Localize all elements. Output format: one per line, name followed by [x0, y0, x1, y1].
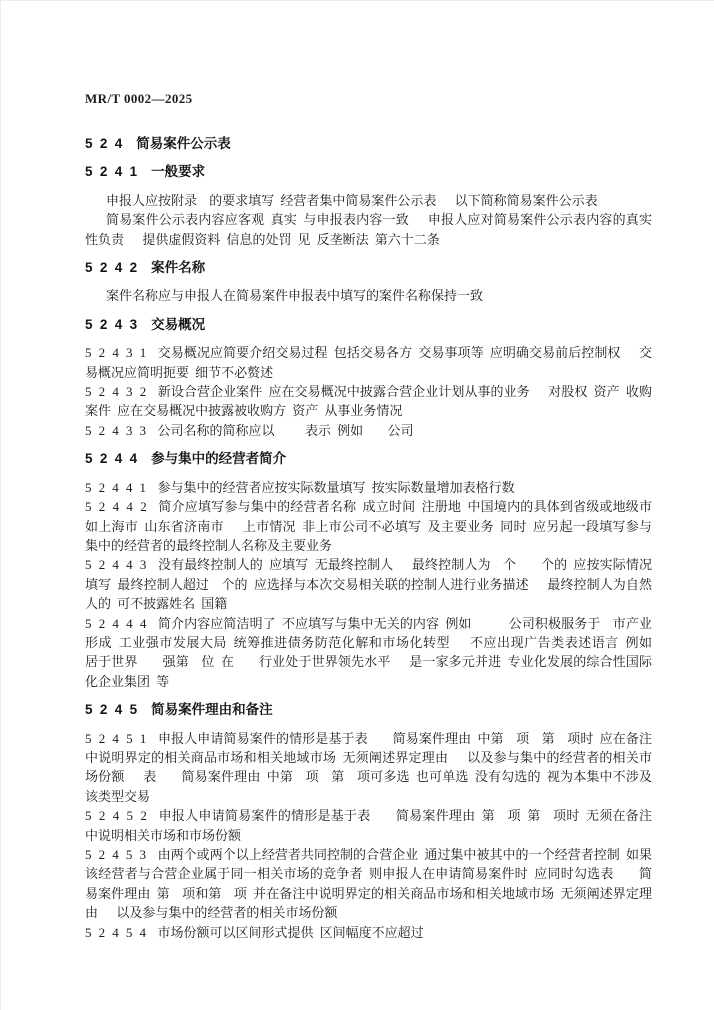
- heading-title: 案件名称: [151, 260, 206, 276]
- paragraph-general-requirement-2: 简易案件公示表内容应客观 真实 与申报表内容一致 申报人应对简易案件公示表内容的真实性负责 提供虚假资料 信息的处罚 见 反垄断法 第六十二条: [85, 212, 652, 247]
- heading-5-2-4-4: [85, 449, 652, 468]
- clause-5-2-4-4-3: [85, 555, 652, 613]
- clause-text: 市场份额可以区间形式提供 区间幅度不应超过: [157, 924, 424, 940]
- paragraph-general-requirement-1: 申报人应按附录 的要求填写 经营者集中简易案件公示表 以下简称简易案件公示表: [106, 192, 598, 208]
- heading-5-2-4-5: [85, 700, 652, 719]
- heading-number: 5 2 4: [85, 136, 124, 151]
- clause-text: 公司名称的简称应以 表示 例如 公司: [157, 422, 414, 438]
- heading-title: 一般要求: [151, 164, 206, 180]
- clause-number: 5 2 4 5 2: [85, 808, 148, 824]
- heading-title: 交易概况: [151, 316, 206, 332]
- clause-5-2-4-4-2: [85, 497, 659, 555]
- clause-text: 参与集中的经营者应按实际数量填写 按实际数量增加表格行数: [157, 479, 515, 495]
- clause-number: 5 2 4 5 1: [85, 730, 147, 746]
- heading-number: 5 2 4 2: [85, 260, 139, 276]
- clause-number: 5 2 4 3 1: [85, 345, 147, 361]
- clause-text: 简介内容应简洁明了 不应填写与集中无关的内容 例如 公司积极服务于 市产业形成 工业强市发展大局 统筹推进债务防范化解和市场化转型 不应出现广告类表述语言 例如 居于世界 强第 位 在 行业处于世界领先水平 是一家多元并进 专业化发展的综合性国际化企业集团 等: [85, 615, 671, 689]
- clause-number: 5 2 4 4 2: [85, 499, 148, 515]
- clause-5-2-4-3-1: [85, 343, 652, 382]
- clause-5-2-4-5-2: [85, 806, 652, 845]
- clause-5-2-4-3-3: [85, 421, 652, 440]
- heading-number: 5 2 4 4: [85, 451, 139, 467]
- clause-number: 5 2 4 5 3: [85, 847, 147, 862]
- clause-text: 新设合营企业案件 应在交易概况中披露合营企业计划从事的业务 对股权 资产 收购案件 应在交易概况中披露被收购方 资产 从事业务情况: [85, 384, 652, 419]
- heading-5-2-4-2: [85, 258, 652, 277]
- clause-text: 由两个或两个以上经营者共同控制的合营企业 通过集中被其中的一个经营者控制 如果该经营者与合营企业属于同一相关市场的竞争者 则申报人在申请简易案件时 应同时勾选表 简易案件理由 第 项和第 项 并在备注中说明界定的相关商品市场和相关地域市场 无须阐述界定理由 以及参与集中的经营者的相关市场份额: [85, 847, 652, 921]
- clause-number: 5 2 4 3 2: [85, 384, 147, 400]
- clause-5-2-4-4-1: [85, 478, 652, 497]
- clause-5-2-4-3-2: [85, 382, 652, 421]
- clause-5-2-4-5-4: [85, 923, 652, 942]
- clause-number: 5 2 4 4 3: [85, 557, 147, 573]
- heading-number: 5 2 4 5: [85, 702, 139, 718]
- clause-number: 5 2 4 4 1: [85, 479, 147, 495]
- clause-5-2-4-5-3: [85, 845, 652, 923]
- heading-number: 5 2 4 1: [85, 164, 139, 180]
- heading-title: 参与集中的经营者简介: [151, 451, 287, 467]
- clause-text: 申报人申请简易案件的情形是基于表 简易案件理由 中第 项 第 项时 应在备注中说明界定的相关商品市场和相关地域市场 无须阐述界定理由 以及参与集中的经营者的相关市场份额 表 简易案件理由 中第 项 第 项可多选 也可单选 没有勾选的 视为本集中不涉及该类型交易: [85, 730, 652, 804]
- heading-title: 简易案件公示表: [136, 136, 231, 151]
- clause-text: 交易概况应简要介绍交易过程 包括交易各方 交易事项等 应明确交易前后控制权 交易概况应简明扼要 细节不必赘述: [85, 345, 652, 380]
- heading-5-2-4-3: [85, 315, 652, 334]
- heading-title: 简易案件理由和备注: [151, 702, 273, 718]
- clause-5-2-4-5-1: [85, 729, 652, 807]
- document-code-header: MR/T 0002—2025: [85, 91, 193, 106]
- heading-number: 5 2 4 3: [85, 316, 139, 332]
- clause-number: 5 2 4 3 3: [85, 422, 147, 438]
- clause-number: 5 2 4 5 4: [85, 924, 147, 940]
- clause-text: 没有最终控制人的 应填写 无最终控制人 最终控制人为 个 个的 应按实际情况填写 最终控制人超过 个的 应选择与本次交易相关联的控制人进行业务描述 最终控制人为自然人的 可不披露姓名 国籍: [85, 557, 652, 612]
- heading-5-2-4: [85, 134, 652, 153]
- heading-5-2-4-1: [85, 162, 652, 181]
- paragraph-case-name: 案件名称应与申报人在简易案件申报表中填写的案件名称保持一致: [106, 288, 484, 304]
- clause-text: 简介应填写参与集中的经营者名称 成立时间 注册地 中国境内的具体到省级或地级市 如上海市 山东省济南市 上市情况 非上市公司不必填写 及主要业务 同时 应另起一段填写参与集中的经营者的最终控制人名称及主要业务: [85, 499, 659, 553]
- clause-text: 申报人申请简易案件的情形是基于表 简易案件理由 第 项 第 项时 无须在备注中说明相关市场和市场份额: [85, 808, 652, 843]
- clause-number: 5 2 4 4 4: [85, 615, 147, 631]
- clause-5-2-4-4-4: [85, 614, 671, 692]
